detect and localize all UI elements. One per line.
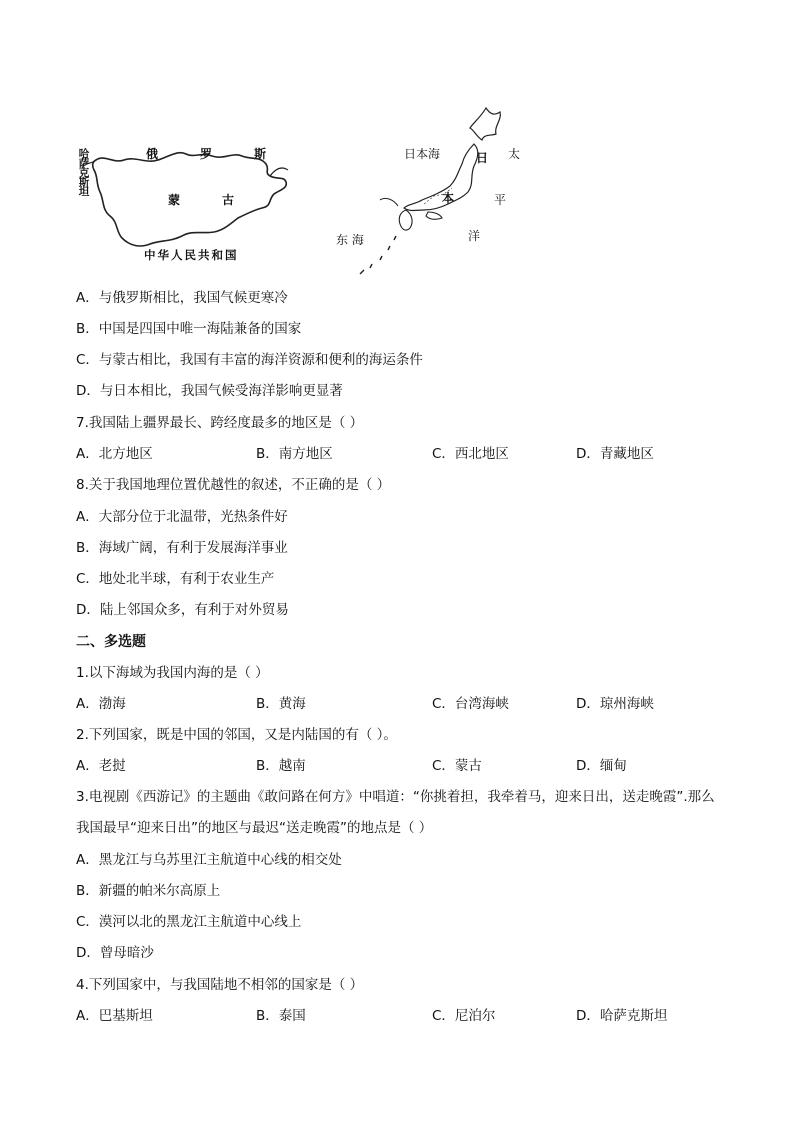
- label-russia-2: 罗: [200, 147, 213, 161]
- m1-option-b: B．黄海: [256, 696, 306, 712]
- label-kazakhstan: 哈萨克斯坦: [77, 148, 90, 196]
- m4-option-d: D．哈萨克斯坦: [576, 1008, 668, 1024]
- label-mongolia-2: 古: [222, 193, 235, 207]
- m2-option-c: C．蒙古: [432, 758, 482, 774]
- label-pacific-2: 平: [494, 193, 507, 207]
- m4-options: [76, 1006, 736, 1026]
- m2-option-a: A．老挝: [76, 758, 126, 774]
- mongolia-map: [74, 142, 289, 272]
- label-china: 中华人民共和国: [144, 248, 239, 262]
- m3-option-b: B．新疆的帕米尔高原上: [76, 883, 221, 899]
- q8-option-d: D．陆上邻国众多，有利于对外贸易: [76, 602, 289, 618]
- q7-options: [76, 444, 736, 464]
- m1-option-a: A．渤海: [76, 696, 126, 712]
- section-title-multi-choice: 二、多选题: [76, 634, 146, 650]
- m1-stem: 1.以下海域为我国内海的是（ ）: [76, 665, 269, 681]
- m4-option-c: C．尼泊尔: [432, 1008, 496, 1024]
- m2-option-b: B．越南: [256, 758, 306, 774]
- q7-option-d: D．青藏地区: [576, 446, 654, 462]
- label-russia-3: 斯: [254, 147, 267, 161]
- q8-stem: 8.关于我国地理位置优越性的叙述，不正确的是（ ）: [76, 477, 391, 493]
- japan-outline: [324, 100, 534, 280]
- m3-stem: 3.电视剧《西游记》的主题曲《敢问路在何方》中唱道：“你挑着担，我牵着马，迎来日出，送走晚霞”.那么我国最早“迎来日出”的地区与最迟“送走晚霞”的地点是（ ）: [76, 789, 715, 836]
- m1-option-c: C．台湾海峡: [432, 696, 509, 712]
- m2-stem: 2.下列国家，既是中国的邻国，又是内陆国的有（ ）。: [76, 727, 397, 743]
- q6-option-b: B．中国是四国中唯一海陆兼备的国家: [76, 321, 302, 337]
- q8-option-c: C．地处北半球，有利于农业生产: [76, 571, 275, 587]
- m3-option-a: A．黑龙江与乌苏里江主航道中心线的相交处: [76, 852, 342, 868]
- label-pacific-1: 太: [508, 147, 521, 161]
- m1-options: [76, 694, 736, 714]
- label-sea-of-japan: 日本海: [404, 147, 441, 161]
- m4-option-a: A．巴基斯坦: [76, 1008, 153, 1024]
- m2-option-d: D．缅甸: [576, 758, 627, 774]
- q6-option-a: A．与俄罗斯相比，我国气候更寒冷: [76, 290, 288, 306]
- japan-map: [324, 100, 534, 280]
- label-japan-1: 日: [476, 151, 489, 165]
- question-6-maps: [74, 100, 534, 280]
- q7-option-c: C．西北地区: [432, 446, 509, 462]
- label-japan-2: 本: [442, 191, 455, 205]
- m2-options: [76, 756, 736, 776]
- m3-option-d: D．曾母暗沙: [76, 945, 154, 961]
- q8-option-a: A．大部分位于北温带，光热条件好: [76, 509, 288, 525]
- label-mongolia-1: 蒙: [168, 193, 181, 207]
- q6-option-c: C．与蒙古相比，我国有丰富的海洋资源和便利的海运条件: [76, 352, 423, 368]
- q7-option-a: A．北方地区: [76, 446, 153, 462]
- label-russia-1: 俄: [146, 147, 159, 161]
- label-pacific-3: 洋: [468, 229, 481, 243]
- q7-stem: 7.我国陆上疆界最长、跨经度最多的地区是（ ）: [76, 415, 364, 431]
- m3-option-c: C．漠河以北的黑龙江主航道中心线上: [76, 914, 302, 930]
- label-east-china-sea: 东 海: [336, 233, 364, 247]
- m4-option-b: B．泰国: [256, 1008, 306, 1024]
- m4-stem: 4.下列国家中，与我国陆地不相邻的国家是（ ）: [76, 977, 364, 993]
- q6-option-d: D．与日本相比，我国气候受海洋影响更显著: [76, 383, 343, 399]
- m1-option-d: D．琼州海峡: [576, 696, 654, 712]
- q7-option-b: B．南方地区: [256, 446, 333, 462]
- q8-option-b: B．海域广阔，有利于发展海洋事业: [76, 540, 288, 556]
